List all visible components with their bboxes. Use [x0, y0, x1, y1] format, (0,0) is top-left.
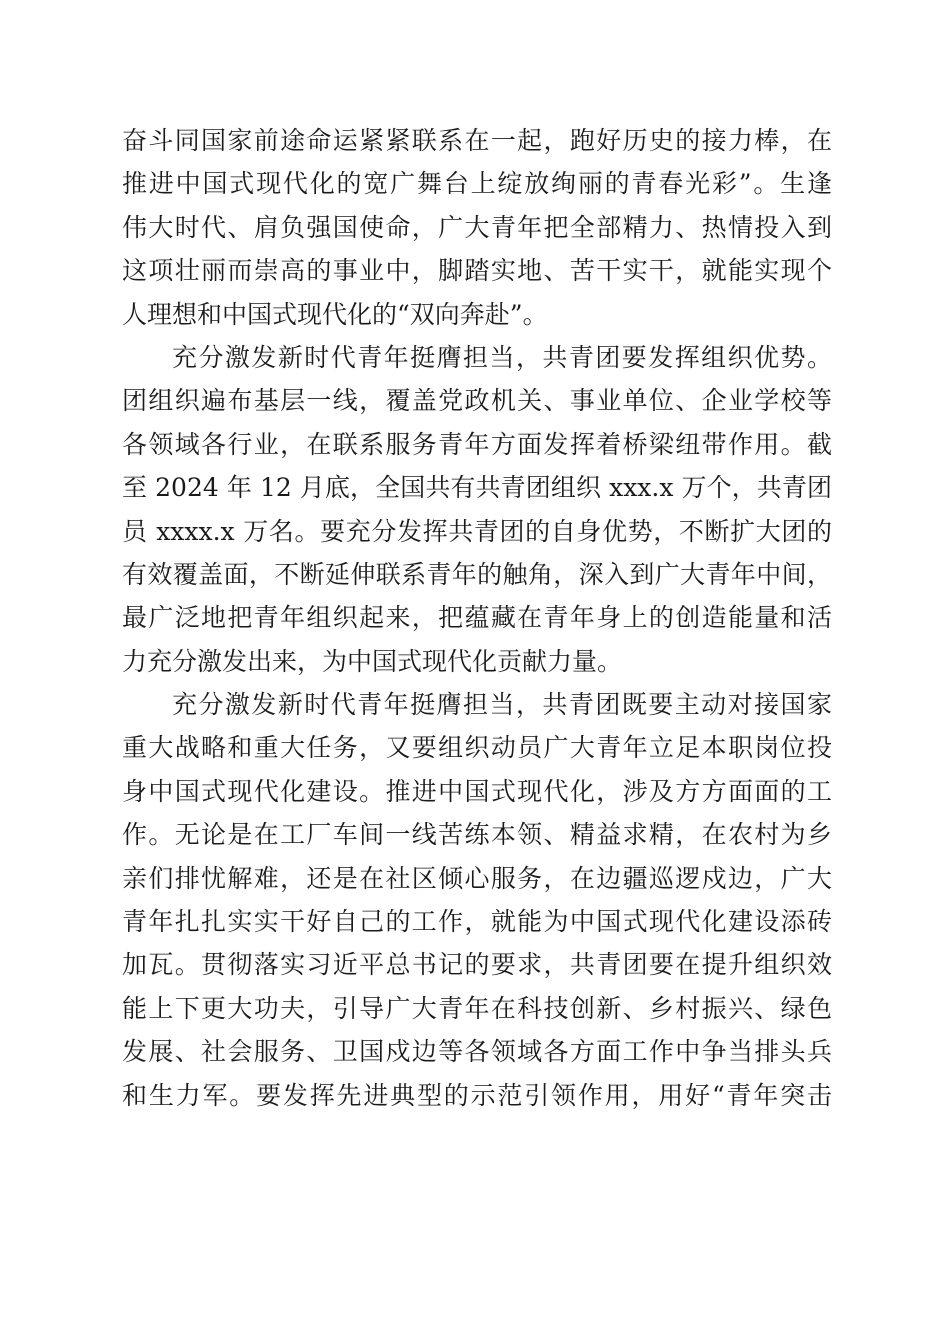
- text-line: 各领域各行业，在联系服务青年方面发挥着桥梁纽带作用。截: [122, 429, 832, 459]
- text-line: 充分激发新时代青年挺膺担当，共青团既要主动对接国家: [172, 690, 832, 720]
- text-line: 能上下更大功夫，引导广大青年在科技创新、乡村振兴、绿色: [122, 993, 832, 1023]
- text-line: 至 2024 年 12 月底，全国共有共青团组织 xxx.x 万个，共青团: [122, 473, 832, 503]
- text-line: 团组织遍布基层一线，覆盖党政机关、事业单位、企业学校等: [122, 386, 832, 416]
- text-line: 加瓦。贯彻落实习近平总书记的要求，共青团要在提升组织效: [122, 950, 832, 980]
- text-line: 作。无论是在工厂车间一线苦练本领、精益求精，在农村为乡: [122, 820, 832, 850]
- text-line: 最广泛地把青年组织起来，把蕴藏在青年身上的创造能量和活: [122, 603, 832, 633]
- text-line: 亲们排忧解难，还是在社区倾心服务，在边疆巡逻戍边，广大: [122, 863, 832, 893]
- paragraph-3: [122, 683, 832, 1117]
- text-line: 充分激发新时代青年挺膺担当，共青团要发挥组织优势。: [172, 342, 832, 372]
- text-line: 伟大时代、肩负强国使命，广大青年把全部精力、热情投入到: [122, 212, 832, 242]
- text-line: 员 xxxx.x 万名。要充分发挥共青团的自身优势，不断扩大团的: [122, 516, 832, 546]
- text-line: 身中国式现代化建设。推进中国式现代化，涉及方方面面的工: [122, 776, 832, 806]
- text-line: 重大战略和重大任务，又要组织动员广大青年立足本职岗位投: [122, 733, 832, 763]
- text-line: 奋斗同国家前途命运紧紧联系在一起，跑好历史的接力棒，在: [122, 126, 832, 155]
- text-line: 有效覆盖面，不断延伸联系青年的触角，深入到广大青年中间，: [122, 559, 832, 589]
- paragraph-1: [122, 119, 832, 336]
- text-line: 推进中国式现代化的宽广舞台上绽放绚丽的青春光彩”。生逢: [122, 169, 832, 199]
- text-line: 人理想和中国式现代化的“双向奔赴”。: [122, 299, 548, 329]
- text-line: 发展、社会服务、卫国戍边等各领域各方面工作中争当排头兵: [122, 1037, 832, 1067]
- text-line: 这项壮丽而崇高的事业中，脚踏实地、苦干实干，就能实现个: [122, 256, 832, 286]
- paragraph-2: [122, 336, 832, 683]
- text-line: 青年扎扎实实干好自己的工作，就能为中国式现代化建设添砖: [122, 907, 832, 937]
- text-line: 和生力军。要发挥先进典型的示范引领作用，用好“青年突击: [122, 1080, 832, 1110]
- document-body: [122, 119, 832, 1117]
- text-line: 力充分激发出来，为中国式现代化贡献力量。: [122, 646, 623, 676]
